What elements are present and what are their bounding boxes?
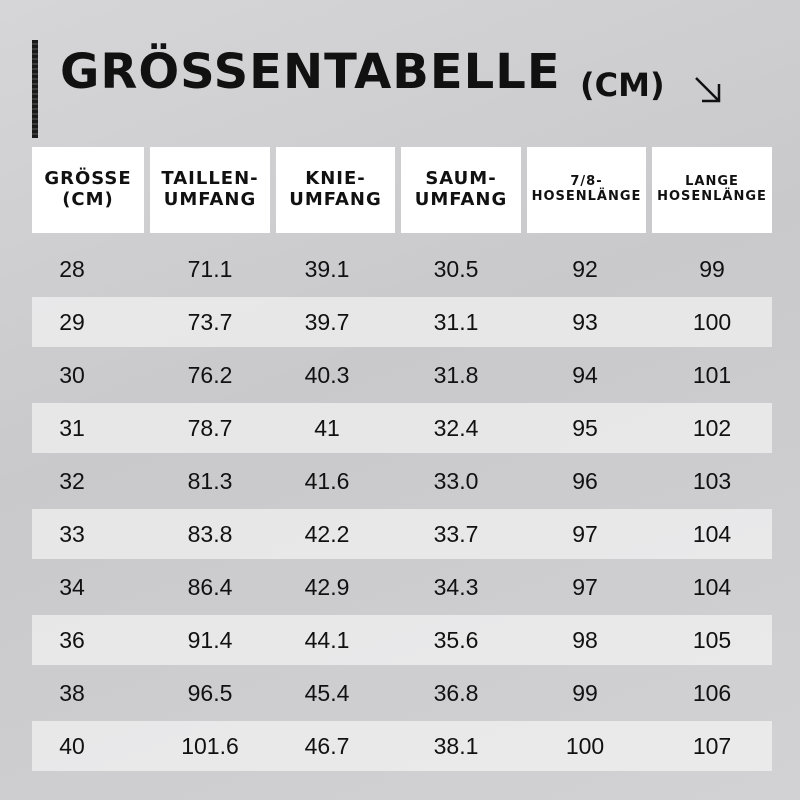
header-label: SAUM- UMFANG (414, 168, 508, 210)
table-cell: 30.5 (433, 255, 479, 282)
table-cell: 42.9 (304, 573, 350, 600)
page-title: GRÖSSENTABELLE (60, 44, 561, 100)
table-cell: 30 (59, 361, 85, 388)
table-cell: 96.5 (187, 679, 233, 706)
table-cell: 86.4 (187, 573, 233, 600)
table-cell: 38 (59, 679, 85, 706)
table-cell: 92 (572, 255, 598, 282)
table-cell: 73.7 (187, 308, 233, 335)
table-cell: 29 (59, 308, 85, 335)
table-cell: 83.8 (187, 520, 233, 547)
table-cell: 102 (692, 414, 732, 441)
table-cell: 106 (692, 679, 732, 706)
table-cell: 103 (692, 467, 732, 494)
table-cell: 31 (59, 414, 85, 441)
table-cell: 34.3 (433, 573, 479, 600)
table-row (32, 244, 772, 294)
table-cell: 32.4 (433, 414, 479, 441)
table-row (32, 509, 772, 559)
table-cell: 99 (699, 255, 725, 282)
table-cell: 35.6 (433, 626, 479, 653)
table-cell: 94 (572, 361, 598, 388)
header-label: LANGE HOSENLÄNGE (657, 174, 767, 204)
table-row (32, 350, 772, 400)
table-cell: 36 (59, 626, 85, 653)
table-cell: 97 (572, 573, 598, 600)
table-cell: 39.7 (304, 308, 350, 335)
table-cell: 31.8 (433, 361, 479, 388)
table-cell: 40.3 (304, 361, 350, 388)
header-cell-6 (652, 147, 772, 233)
table-cell: 105 (692, 626, 732, 653)
table-row (32, 456, 772, 506)
header-label: GRÖSSE (CM) (44, 168, 132, 210)
table-cell: 34 (59, 573, 85, 600)
table-cell: 41 (314, 414, 340, 441)
table-cell: 100 (565, 732, 605, 759)
table-cell: 28 (59, 255, 85, 282)
header-cell-5 (527, 147, 646, 233)
table-cell: 93 (572, 308, 598, 335)
table-row (32, 562, 772, 612)
table-cell: 96 (572, 467, 598, 494)
header-label: TAILLEN- UMFANG (161, 168, 259, 210)
table-cell: 38.1 (433, 732, 479, 759)
table-cell: 81.3 (187, 467, 233, 494)
table-cell: 44.1 (304, 626, 350, 653)
table-cell: 33.7 (433, 520, 479, 547)
table-cell: 95 (572, 414, 598, 441)
header-label: 7/8- HOSENLÄNGE (531, 174, 642, 204)
table-cell: 91.4 (187, 626, 233, 653)
table-cell: 99 (572, 679, 598, 706)
table-row (32, 297, 772, 347)
table-row (32, 668, 772, 718)
table-cell: 33.0 (433, 467, 479, 494)
title-unit: (CM) (580, 66, 665, 104)
table-cell: 36.8 (433, 679, 479, 706)
table-cell: 97 (572, 520, 598, 547)
table-row (32, 615, 772, 665)
table-cell: 78.7 (187, 414, 233, 441)
table-cell: 71.1 (187, 255, 233, 282)
table-cell: 46.7 (304, 732, 350, 759)
header-cell-1 (32, 147, 144, 233)
table-cell: 101.6 (181, 732, 239, 759)
table-cell: 76.2 (187, 361, 233, 388)
header-cell-2 (150, 147, 270, 233)
title-accent-bar (32, 40, 38, 138)
table-cell: 40 (59, 732, 85, 759)
table-cell: 101 (692, 361, 732, 388)
header-cell-4 (401, 147, 521, 233)
table-cell: 31.1 (433, 308, 479, 335)
table-cell: 42.2 (304, 520, 350, 547)
table-cell: 104 (692, 520, 732, 547)
table-cell: 32 (59, 467, 85, 494)
header-label: KNIE- UMFANG (289, 168, 382, 210)
table-cell: 33 (59, 520, 85, 547)
table-row (32, 721, 772, 771)
table-cell: 39.1 (304, 255, 350, 282)
table-cell: 100 (692, 308, 732, 335)
arrow-down-right-icon (690, 72, 726, 108)
table-cell: 41.6 (304, 467, 350, 494)
table-row (32, 403, 772, 453)
header-cell-3 (276, 147, 395, 233)
table-cell: 45.4 (304, 679, 350, 706)
table-cell: 104 (692, 573, 732, 600)
table-cell: 98 (572, 626, 598, 653)
table-cell: 107 (692, 732, 732, 759)
